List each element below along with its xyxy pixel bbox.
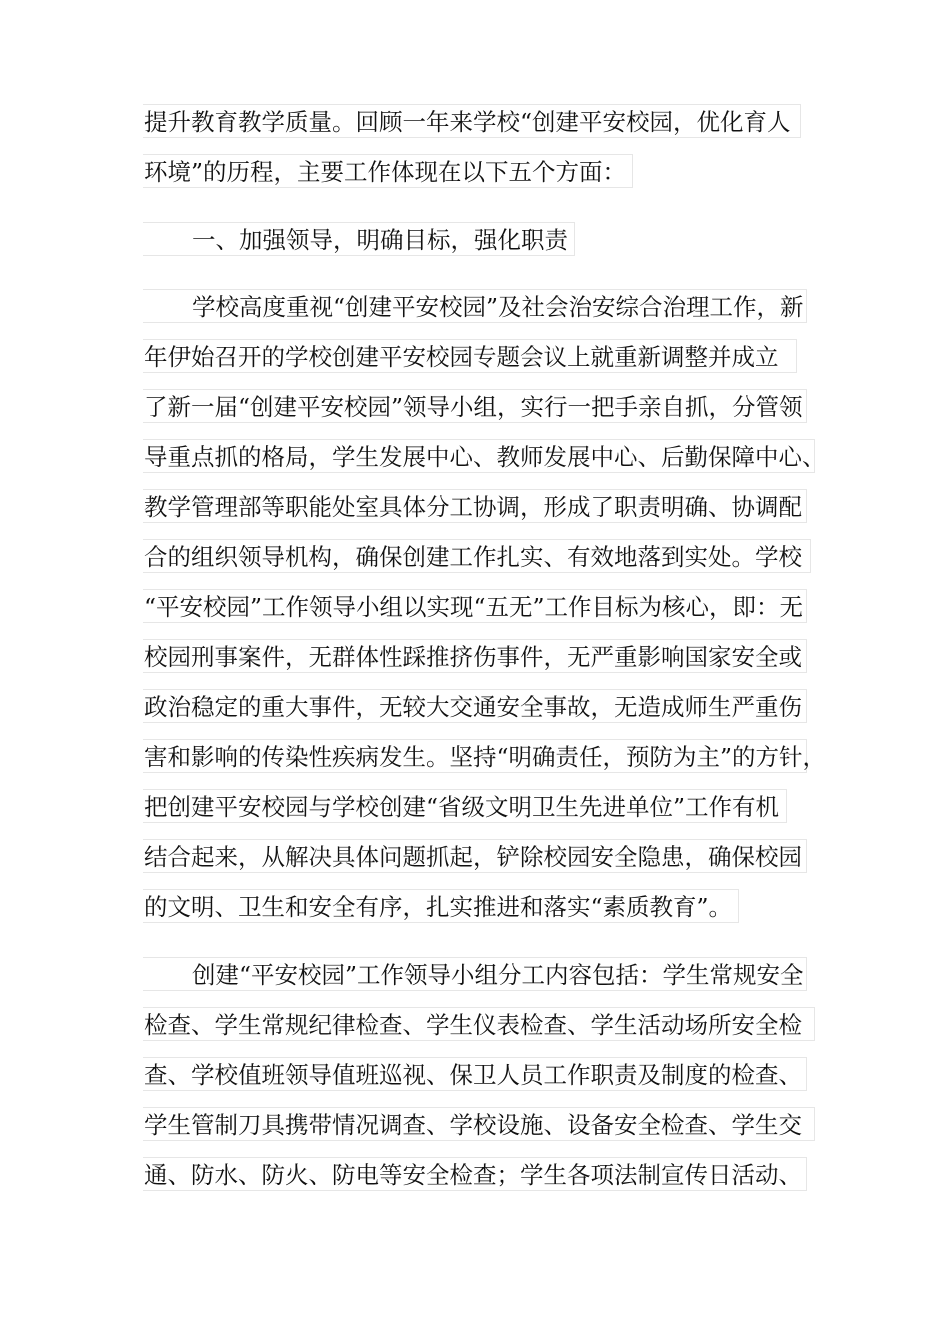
text-line: 学生管制刀具携带情况调查、学校设施、设备安全检查、学生交 bbox=[143, 1107, 815, 1141]
text-line: 教学管理部等职能处室具体分工协调，形成了职责明确、协调配 bbox=[143, 489, 807, 523]
text-line: 导重点抓的格局，学生发展中心、教师发展中心、后勤保障中心、 bbox=[143, 439, 815, 473]
text-line: 害和影响的传染性疾病发生。坚持“明确责任，预防为主”的方针， bbox=[143, 739, 807, 773]
text-line: 的文明、卫生和安全有序，扎实推进和落实“素质教育”。 bbox=[143, 889, 739, 923]
text-line: 校园刑事案件，无群体性踩推挤伤事件，无严重影响国家安全或 bbox=[143, 639, 807, 673]
text-line: “平安校园”工作领导小组以实现“五无”工作目标为核心，即：无 bbox=[143, 589, 807, 623]
text-line: 结合起来，从解决具体问题抓起，铲除校园安全隐患，确保校园 bbox=[143, 839, 807, 873]
text-line: 创建“平安校园”工作领导小组分工内容包括：学生常规安全 bbox=[143, 957, 807, 991]
text-line: 学校高度重视“创建平安校园”及社会治安综合治理工作，新 bbox=[143, 289, 807, 323]
text-line: 把创建平安校园与学校创建“省级文明卫生先进单位”工作有机 bbox=[143, 789, 787, 823]
text-line: 政治稳定的重大事件，无较大交通安全事故，无造成师生严重伤 bbox=[143, 689, 807, 723]
text-line: 提升教育教学质量。回顾一年来学校“创建平安校园，优化育人 bbox=[143, 104, 801, 138]
text-line: 了新一届“创建平安校园”领导小组，实行一把手亲自抓，分管领 bbox=[143, 389, 807, 423]
text-line: 合的组织领导机构，确保创建工作扎实、有效地落到实处。学校 bbox=[143, 539, 811, 573]
text-line: 查、学校值班领导值班巡视、保卫人员工作职责及制度的检查、 bbox=[143, 1057, 807, 1091]
section-heading: 一、加强领导，明确目标，强化职责 bbox=[143, 222, 575, 256]
text-line: 检查、学生常规纪律检查、学生仪表检查、学生活动场所安全检 bbox=[143, 1007, 815, 1041]
text-line: 环境”的历程，主要工作体现在以下五个方面： bbox=[143, 154, 633, 188]
text-line: 通、防水、防火、防电等安全检查；学生各项法制宣传日活动、 bbox=[143, 1157, 807, 1191]
text-line: 年伊始召开的学校创建平安校园专题会议上就重新调整并成立 bbox=[143, 339, 797, 373]
